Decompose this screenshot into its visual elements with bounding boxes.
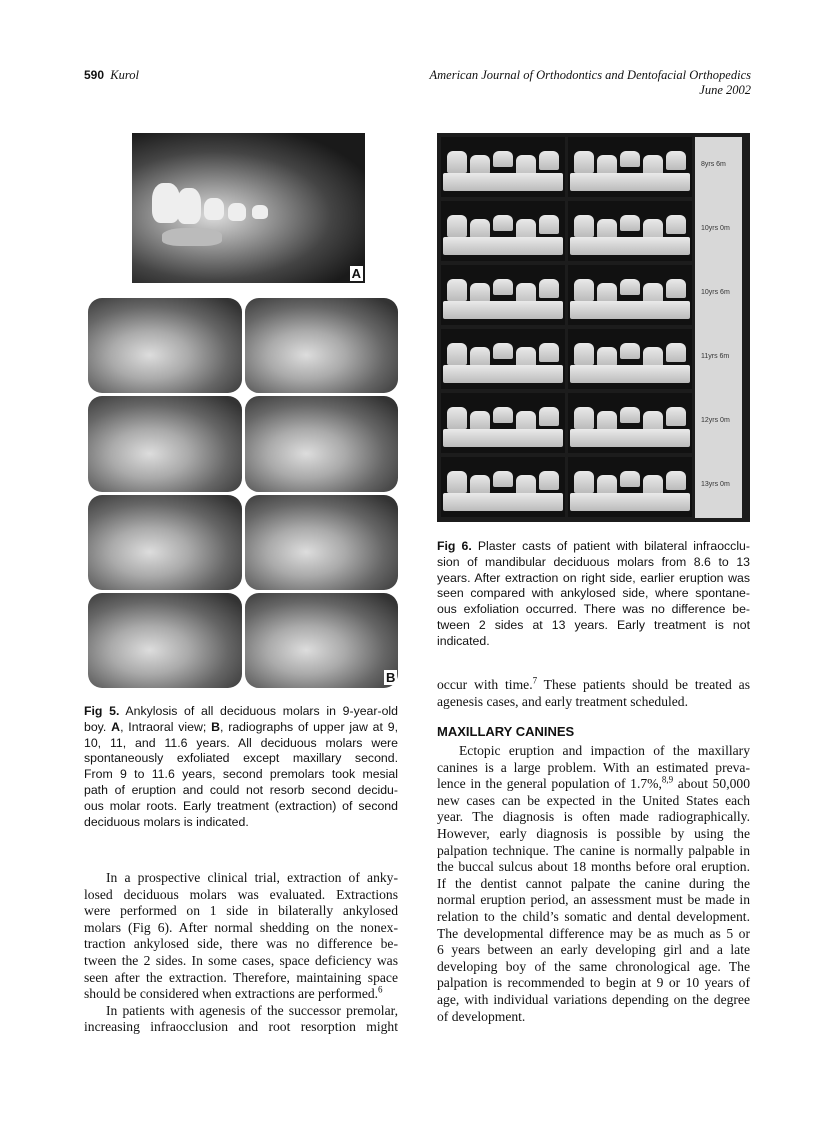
text-line xyxy=(84,936,398,953)
text-line xyxy=(437,1009,750,1026)
text: losed deciduous molars was evaluated. Extractions xyxy=(84,886,398,902)
text: relation to the child’s somatic and dental development. xyxy=(437,908,750,924)
text-line xyxy=(437,892,750,909)
text: These patients should be treated as xyxy=(537,677,750,692)
caption-text: spontaneously exfoliated except maxillary second. xyxy=(84,751,398,766)
text: In patients with agenesis of the successor premolar, xyxy=(106,1002,398,1018)
text: However, early diagnosis is possible by using the xyxy=(437,825,750,841)
cast-photo xyxy=(441,393,565,453)
cast-photo xyxy=(568,137,692,197)
text: about 50,000 xyxy=(673,776,750,792)
text-line xyxy=(437,959,750,976)
running-header-left xyxy=(84,68,139,83)
fig5a-intraoral-photo xyxy=(132,133,365,283)
text: In a prospective clinical trial, extraction of anky- xyxy=(106,870,398,885)
caption-bold: A xyxy=(111,719,121,734)
text: tween the 2 sides. In some cases, space deficiency was xyxy=(84,952,398,968)
text: canines is a large problem. With an estimated preva- xyxy=(437,759,750,775)
left-column-body xyxy=(84,870,398,1036)
text-line xyxy=(437,793,750,810)
caption-text: deciduous molars is indicated. xyxy=(84,814,249,829)
text-line xyxy=(437,975,750,992)
text-line xyxy=(84,920,398,937)
citation: 7 xyxy=(532,675,538,686)
text-line xyxy=(84,903,398,920)
radiograph xyxy=(245,396,399,491)
text: should be considered when extractions are performed. xyxy=(84,986,379,1002)
caption-line xyxy=(437,555,750,571)
caption-line xyxy=(437,634,750,650)
text: molars (Fig 6). After normal shedding on the nonex- xyxy=(84,919,398,935)
citation: 8,9 xyxy=(661,774,674,785)
text-line xyxy=(437,843,750,860)
caption-line xyxy=(437,586,750,602)
cast-photo xyxy=(441,329,565,389)
caption-text: tween 2 sides at 13 years. Early treatment is not xyxy=(437,617,750,632)
text: traction ankylosed side, there was no difference be- xyxy=(84,936,398,952)
right-column-body xyxy=(437,743,750,1025)
caption-bold: Fig 6. xyxy=(437,539,472,553)
running-header-right xyxy=(430,68,752,98)
issue-date: June 2002 xyxy=(699,83,751,97)
text: agenesis cases, and early treatment scheduled. xyxy=(437,693,688,709)
text: Ectopic eruption and impaction of the maxillary xyxy=(459,743,750,758)
text-line xyxy=(437,677,750,694)
caption-text: From 9 to 11.6 years, second premolars took mesial xyxy=(84,767,398,782)
citation: 6 xyxy=(378,984,383,995)
caption-line xyxy=(84,783,398,799)
caption-text: sion of mandibular deciduous molars from 8.6 to 13 xyxy=(437,554,750,569)
caption-line xyxy=(437,602,750,618)
age-label: 13yrs 0m xyxy=(701,481,730,488)
caption-text: ous molar roots. Early treatment (extraction) of second xyxy=(84,798,398,813)
radiograph xyxy=(245,593,399,688)
text-line xyxy=(437,809,750,826)
text-line xyxy=(437,942,750,959)
text: The developmental difference may be as much as 5 or xyxy=(437,925,750,941)
text-line xyxy=(437,826,750,843)
text-line xyxy=(437,876,750,893)
caption-line xyxy=(84,704,398,720)
text-line xyxy=(84,986,398,1003)
caption-text: path of eruption and could not resorb second decidu- xyxy=(84,782,398,797)
cast-photo xyxy=(568,329,692,389)
panel-label-a: A xyxy=(351,266,361,281)
fig5b-radiographs xyxy=(88,298,398,688)
text: the buccal sulcus about 18 months before oral eruption. xyxy=(437,859,750,875)
text-line xyxy=(84,870,398,887)
text-line xyxy=(437,909,750,926)
text-line xyxy=(84,887,398,904)
caption-line xyxy=(437,571,750,587)
text-line xyxy=(437,926,750,943)
caption-line xyxy=(84,799,398,815)
fig6-plaster-casts xyxy=(437,133,750,522)
journal-title: American Journal of Orthodontics and Dentofacial Orthopedics xyxy=(429,68,751,82)
text: If the dentist cannot palpate the canine during the xyxy=(437,875,750,891)
caption-text: , Intraoral view; xyxy=(120,719,212,734)
text-line xyxy=(84,1019,398,1036)
fig6-caption xyxy=(437,539,750,650)
text-line xyxy=(437,760,750,777)
fig5-caption xyxy=(84,704,398,830)
text: of development. xyxy=(437,1008,526,1024)
caption-line xyxy=(84,751,398,767)
caption-line xyxy=(437,539,750,555)
caption-line xyxy=(437,618,750,634)
age-label: 11yrs 6m xyxy=(701,353,730,360)
radiograph xyxy=(88,593,242,688)
caption-text: indicated. xyxy=(437,633,490,648)
text: lence in the general population of 1.7%, xyxy=(437,776,662,792)
cast-photo xyxy=(441,137,565,197)
text: were performed on 1 side in bilaterally ankylosed xyxy=(84,903,398,919)
age-label-strip xyxy=(695,137,742,518)
text-line xyxy=(84,953,398,970)
caption-bold: Fig 5. xyxy=(84,704,120,718)
radiograph xyxy=(245,495,399,590)
author: Kurol xyxy=(110,68,139,82)
text-line xyxy=(437,859,750,876)
radiograph xyxy=(245,298,399,393)
caption-text: , radiographs of upper jaw at 9, xyxy=(220,719,399,734)
cast-photo xyxy=(568,457,692,517)
age-label: 8yrs 6m xyxy=(701,161,726,168)
right-column-body-top xyxy=(437,677,750,710)
text-line xyxy=(84,1003,398,1020)
text-line xyxy=(437,776,750,793)
text: developing boy of the same chronological age. The xyxy=(437,958,750,974)
cast-photo xyxy=(568,393,692,453)
age-label: 12yrs 0m xyxy=(701,417,730,424)
cast-photo xyxy=(441,201,565,261)
text-line xyxy=(437,743,750,760)
text: increasing infraocclusion and root resorption might xyxy=(84,1019,398,1035)
caption-line xyxy=(84,736,398,752)
cast-photo xyxy=(441,457,565,517)
caption-text: boy. xyxy=(84,719,112,734)
text: seen after the extraction. Therefore, maintaining space xyxy=(84,969,398,985)
text-line xyxy=(437,694,750,711)
caption-line xyxy=(84,720,398,736)
caption-text: ous exfoliation occurred. There was no difference be- xyxy=(437,602,750,617)
caption-text: Ankylosis of all deciduous molars in 9-year-old xyxy=(119,704,398,718)
caption-text: seen compared with ankylosed side, where spontane- xyxy=(437,586,750,601)
radiograph xyxy=(88,396,242,491)
text: 6 years between an early developing girl and a late xyxy=(437,942,750,958)
caption-line xyxy=(84,815,398,831)
page-number: 590 xyxy=(84,68,105,82)
radiograph xyxy=(88,495,242,590)
caption-line xyxy=(84,767,398,783)
caption-text: years. After extraction on right side, earlier eruption was xyxy=(437,570,750,585)
text: age, with individual variations depending on the degree xyxy=(437,991,750,1007)
text: new cases can be expected in the United States each xyxy=(437,792,750,808)
text: palpation technique. The canine is normally palpable in xyxy=(437,842,750,858)
age-label: 10yrs 6m xyxy=(701,289,730,296)
cast-photo xyxy=(568,265,692,325)
radiograph xyxy=(88,298,242,393)
cast-photo xyxy=(441,265,565,325)
cast-photo xyxy=(568,201,692,261)
text-line xyxy=(84,970,398,987)
age-label: 10yrs 0m xyxy=(701,225,730,232)
caption-text: 10, 11, and 11.6 years. All deciduous molars were xyxy=(84,735,398,750)
text: normal eruption period, an assessment must be made in xyxy=(437,892,750,908)
text: palpation is recommended to begin at 9 or 10 years of xyxy=(437,975,750,991)
caption-bold: B xyxy=(211,719,220,734)
text-line xyxy=(437,992,750,1009)
text: year. The diagnosis is often made radiographically. xyxy=(437,809,750,825)
text: occur with time. xyxy=(437,677,533,692)
caption-text: Plaster casts of patient with bilateral infraocclu- xyxy=(471,539,750,553)
section-heading: MAXILLARY CANINES xyxy=(437,724,575,739)
panel-label-b: B xyxy=(386,670,396,685)
